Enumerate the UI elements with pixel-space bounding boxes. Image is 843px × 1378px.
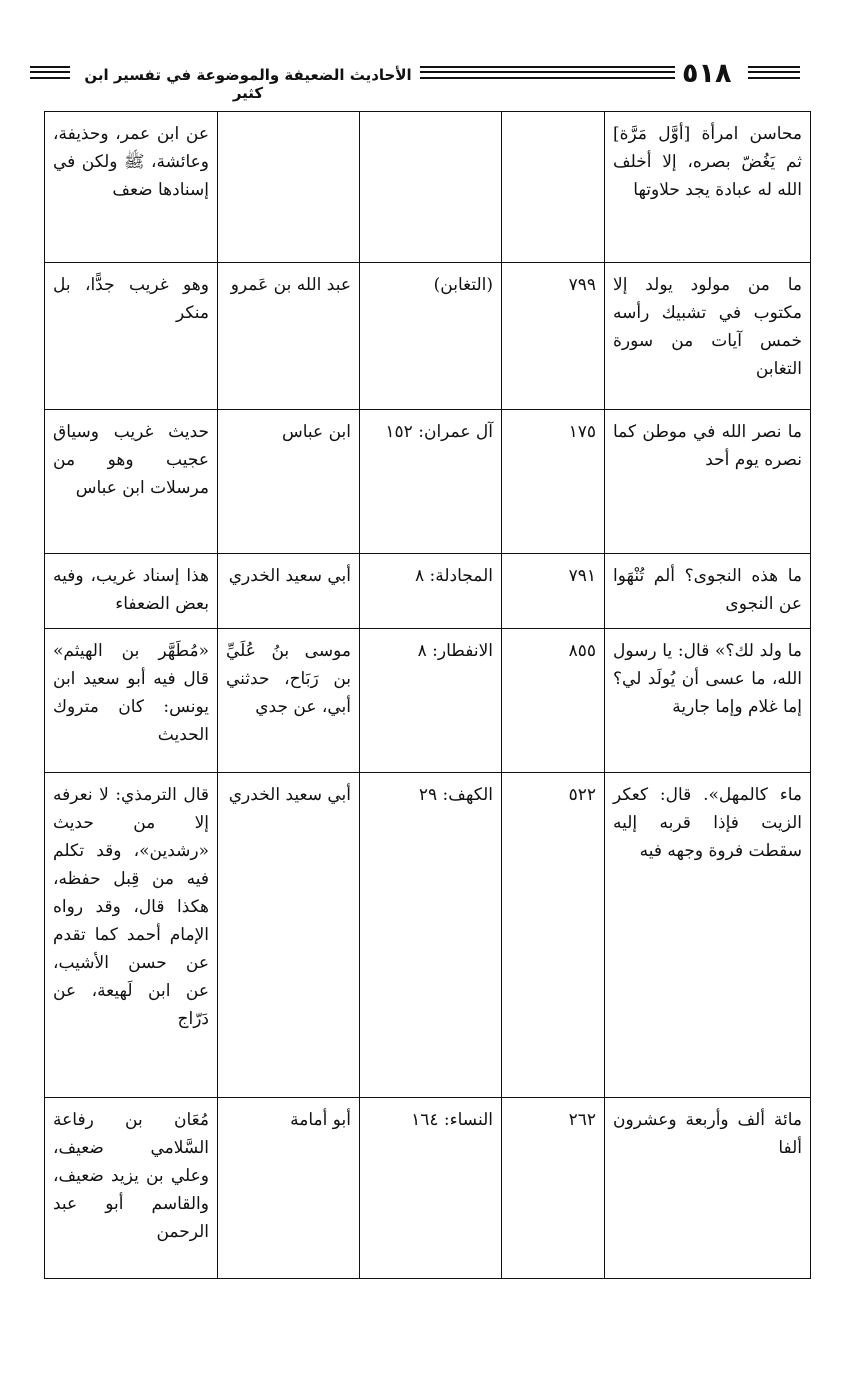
table-row (45, 1098, 811, 1279)
table-row (45, 263, 811, 410)
verdict-cell: قال الترمذي: لا نعرفه إلا من حديث «رشدين»، وقد تكلم فيه من قِبل حفظه، هكذا قال، وقد رواه الإمام أحمد كما تقدم عن حسن الأشيب، عن ابن لَهيعة، عن دَرّاج (45, 773, 218, 1098)
hadith-text-cell: ما من مولود يولد إلا مكتوب في تشبيك رأسه خمس آيات من سورة التغابن (605, 263, 811, 410)
surah-reference-cell: آل عمران: ١٥٢ (360, 410, 502, 554)
hadith-text-cell: محاسن امرأة [أوَّل مَرَّة] ثم يَغُضّ بصره، إلا أخلف الله له عبادة يجد حلاوتها (605, 112, 811, 263)
verdict-cell: حديث غريب وسياق عجيب وهو من مرسلات ابن عباس (45, 410, 218, 554)
surah-reference-cell: الكهف: ٢٩ (360, 773, 502, 1098)
page-cell: ٧٩١ (502, 554, 605, 629)
surah-reference-cell: النساء: ١٦٤ (360, 1098, 502, 1279)
narrator-cell (218, 112, 360, 263)
verdict-cell: وهو غريب جدًّا، بل منكر (45, 263, 218, 410)
narrator-cell: ابن عباس (218, 410, 360, 554)
hadith-text-cell: ما هذه النجوى؟ ألم تُنْهَوا عن النجوى (605, 554, 811, 629)
hadith-text-cell: ما ولد لك؟» قال: يا رسول الله، ما عسى أن يُولَد لي؟ إما غلام وإما جارية (605, 629, 811, 773)
surah-reference-cell: الانفطار: ٨ (360, 629, 502, 773)
page-cell: ٨٥٥ (502, 629, 605, 773)
verdict-cell: هذا إسناد غريب، وفيه بعض الضعفاء (45, 554, 218, 629)
page-cell: ١٧٥ (502, 410, 605, 554)
narrator-cell: أبو أمامة (218, 1098, 360, 1279)
header-rule-middle (420, 66, 675, 79)
hadith-text-cell: ماء كالمهل». قال: كعكر الزيت فإذا قربه إليه سقطت فروة وجهه فيه (605, 773, 811, 1098)
header-rule-left (30, 66, 70, 79)
hadith-text-cell: ما نصر الله في موطن كما نصره يوم أحد (605, 410, 811, 554)
page-cell: ٧٩٩ (502, 263, 605, 410)
verdict-cell: «مُطَهَّر بن الهيثم» قال فيه أبو سعيد ابن يونس: كان متروك الحديث (45, 629, 218, 773)
page-cell: ٢٦٢ (502, 1098, 605, 1279)
verdict-cell: مُعَان بن رفاعة السَّلامي ضعيف، وعلي بن يزيد ضعيف، والقاسم أبو عبد الرحمن (45, 1098, 218, 1279)
table-row (45, 629, 811, 773)
header-rule-right (748, 66, 800, 79)
narrator-cell: أبي سعيد الخدري (218, 554, 360, 629)
surah-reference-cell: (التغابن) (360, 263, 502, 410)
page-cell: ٥٢٢ (502, 773, 605, 1098)
surah-reference-cell (360, 112, 502, 263)
table-row (45, 410, 811, 554)
table-row (45, 112, 811, 263)
page-cell (502, 112, 605, 263)
page-number: ٥١٨ (682, 58, 732, 89)
narrator-cell: موسى بنُ عُلَيِّ بن رَبَاح، حدثني أبي، عن جدي (218, 629, 360, 773)
hadith-text-cell: مائة ألف وأربعة وعشرون ألفا (605, 1098, 811, 1279)
running-title: الأحاديث الضعيفة والموضوعة في تفسير ابن كثير (84, 66, 412, 102)
narrator-cell: أبي سعيد الخدري (218, 773, 360, 1098)
narrator-cell: عبد الله بن عَمرو (218, 263, 360, 410)
table-row (45, 773, 811, 1098)
hadith-table (44, 111, 811, 1279)
verdict-cell: عن ابن عمر، وحذيفة، وعائشة، ﷺ ولكن في إسنادها ضعف (45, 112, 218, 263)
table-row (45, 554, 811, 629)
surah-reference-cell: المجادلة: ٨ (360, 554, 502, 629)
